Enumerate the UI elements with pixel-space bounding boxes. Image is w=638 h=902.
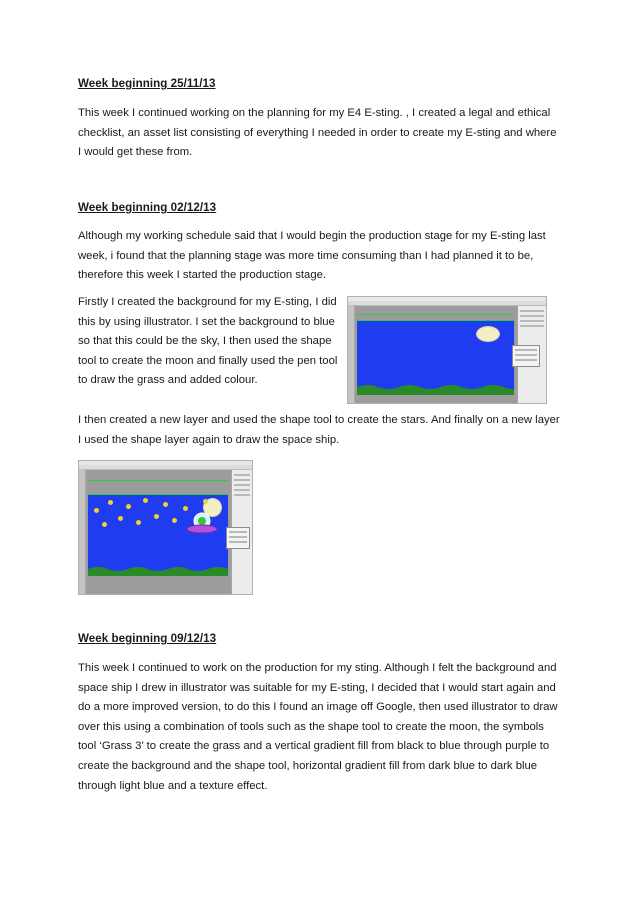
paragraph: Firstly I created the background for my E-sting, I did this by using illustrator. I set the background to blue so that this could be the sky, I then used the shape tool to create the moon and finally used the pen tool to draw the grass and added colour. bbox=[78, 296, 338, 387]
star-shape bbox=[154, 514, 159, 519]
star-shape bbox=[163, 502, 168, 507]
moon-shape bbox=[476, 326, 500, 342]
section-heading: Week beginning 25/11/13 bbox=[78, 77, 216, 90]
star-shape bbox=[102, 522, 107, 527]
paragraph: Although my working schedule said that I would begin the production stage for my E-sting last week, i found that the planning stage was more time consuming than I had planned it to be, therefore this week I started the production stage. bbox=[78, 230, 546, 282]
star-shape bbox=[136, 520, 141, 525]
spaceship-shape bbox=[186, 510, 218, 536]
star-shape bbox=[108, 500, 113, 505]
star-shape bbox=[126, 504, 131, 509]
star-shape bbox=[143, 498, 148, 503]
illustrator-screenshot-background bbox=[347, 296, 547, 404]
paragraph: This week I continued to work on the production for my sting. Although I felt the background and space ship I drew in illustrator was suitable for my E-sting, I decided that I would start again and do a more improved version, to do this I found an image off Google, then used illustrator to draw over this using a combination of tools such as the shape tool to create the moon, the symbols tool ‘Grass 3’ to create the grass and a vertical gradient fill from black to blue through purple to create the background and the shape tool, horizontal gradient fill from dark blue to dark blue through light blue and a texture effect. bbox=[78, 662, 558, 792]
illustrator-screenshot-spaceship bbox=[78, 460, 253, 595]
star-shape bbox=[172, 518, 177, 523]
grass-shape bbox=[88, 564, 228, 576]
star-shape bbox=[118, 516, 123, 521]
section-heading: Week beginning 02/12/13 bbox=[78, 201, 217, 214]
paragraph: This week I continued working on the planning for my E4 E-sting. , I created a legal and ethical checklist, an asset list consisting of everything I needed in order to create my E-sting and where I would get these from. bbox=[78, 107, 557, 159]
star-shape bbox=[203, 499, 208, 504]
section-heading: Week beginning 09/12/13 bbox=[78, 632, 217, 645]
paragraph: I then created a new layer and used the shape tool to create the stars. And finally on a new layer I used the shape layer again to draw the space ship. bbox=[78, 414, 560, 446]
grass-shape bbox=[357, 381, 514, 395]
star-shape bbox=[94, 508, 99, 513]
